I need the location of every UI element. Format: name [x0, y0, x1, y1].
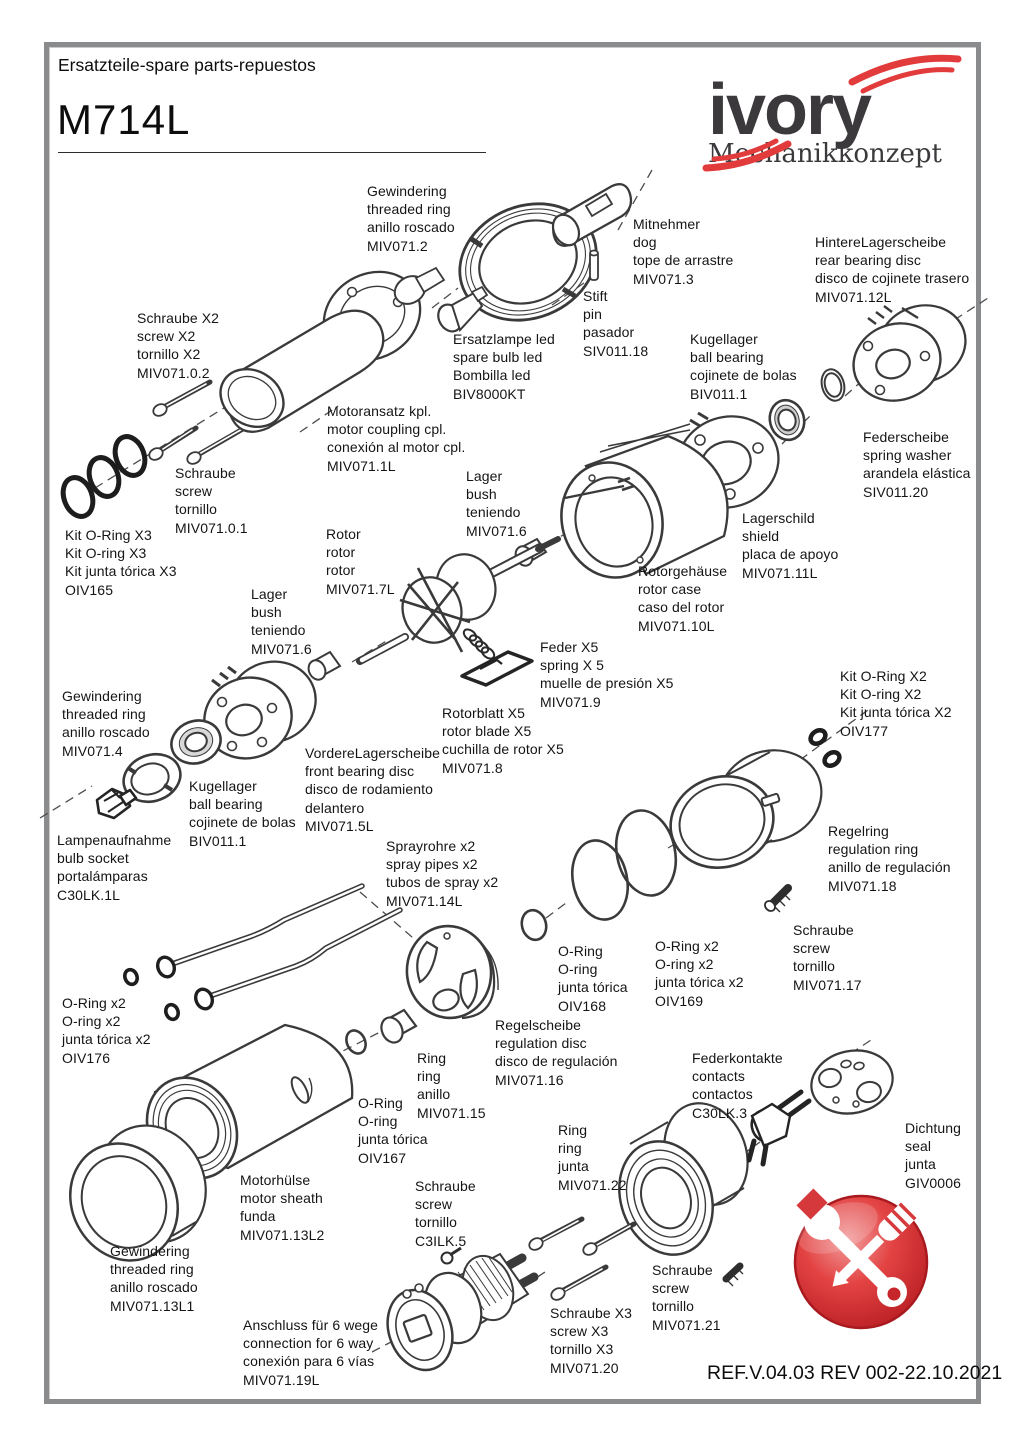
part-label-OIV169: O-Ring x2 O-ring x2 junta tórica x2 OIV169: [655, 938, 744, 1009]
part-label-MIV071.0.2: Schraube X2 screw X2 tornillo X2 MIV071.0.2: [137, 310, 220, 381]
part-label-MIV071.19L: Anschluss für 6 wege connection for 6 way conexión para 6 vías MIV071.19L: [243, 1317, 379, 1388]
spray-pipes-drawing: [155, 886, 400, 1011]
sheet-subtitle: Ersatzteile-spare parts-repuestos: [58, 55, 316, 75]
oring-167-drawing: [343, 1027, 369, 1056]
part-label-MIV071.11L: Lagerschild shield placa de apoyo MIV071.11L: [742, 510, 839, 581]
part-label-MIV071.10L: Rotorgehäuse rotor case caso del rotor MIV071.10L: [638, 563, 728, 634]
part-label-SIV011.20: Federscheibe spring washer arandela elástica SIV011.20: [863, 429, 971, 500]
regulation-disc-drawing: [401, 921, 498, 1024]
part-label-MIV071.6-a: Lager bush teniendo MIV071.6: [466, 468, 527, 539]
rear-bearing-disc-drawing: [843, 294, 975, 411]
regulation-ring-drawing: [659, 737, 834, 881]
orings-middle-drawing: [519, 805, 684, 943]
part-label-MIV071.13L2: Motorhülse motor sheath funda MIV071.13L2: [240, 1172, 325, 1243]
revision-reference: REF.V.04.03 REV 002-22.10.2021: [707, 1362, 1003, 1384]
model-title: M714L: [57, 96, 191, 143]
part-label-OIV176: O-Ring x2 O-ring x2 junta tórica x2 OIV176: [62, 995, 151, 1066]
screw-17-drawing: [763, 888, 790, 913]
seal-drawing: [805, 1043, 898, 1121]
part-label-C30LK.1L: Lampenaufnahme bulb socket portalámparas C30LK.1L: [57, 832, 172, 903]
spring-washer-drawing: [818, 367, 848, 404]
part-label-C3ILK.5: Schraube screw tornillo C3ILK.5: [415, 1178, 476, 1249]
spare-bulb-drawing: [434, 287, 487, 336]
part-label-BIV8000KT: Ersatzlampe led spare bulb led Bombilla led BIV8000KT: [453, 331, 555, 402]
part-label-MIV071.5L: VordereLagerscheibe front bearing disc disco de rodamiento delantero MIV071.5L: [305, 745, 440, 834]
part-label-MIV071.15: Ring ring anillo MIV071.15: [417, 1050, 486, 1121]
spring-x5-drawing: [462, 627, 497, 661]
part-label-OIV168: O-Ring O-ring junta tórica OIV168: [558, 943, 628, 1014]
part-label-MIV071.8: Rotorblatt X5 rotor blade X5 cuchilla de rotor X5 MIV071.8: [442, 705, 564, 776]
part-label-MIV071.18: Regelring regulation ring anillo de regulación MIV071.18: [828, 823, 951, 894]
part-label-MIV071.2: Gewindering threaded ring anillo roscado MIV071.2: [367, 183, 455, 254]
screw-21-drawing: [726, 1266, 743, 1286]
part-label-BIV011.1-top: Kugellager ball bearing cojinete de bolas BIV011.1: [690, 331, 797, 402]
oring-kit-x3-drawing: [58, 432, 150, 520]
part-label-MIV071.7L: Rotor rotor rotor MIV071.7L: [326, 526, 395, 597]
part-label-GIV0006: Dichtung seal junta GIV0006: [905, 1120, 962, 1191]
part-label-MIV071.0.1: Schraube screw tornillo MIV071.0.1: [175, 465, 248, 536]
bulb-socket-drawing: [97, 789, 136, 818]
part-label-OIV167: O-Ring O-ring junta tórica OIV167: [358, 1095, 428, 1166]
part-label-MIV071.16: Regelscheibe regulation disc disco de regulación MIV071.16: [495, 1017, 618, 1088]
part-label-MIV071.14L: Sprayrohre x2 spray pipes x2 tubos de spray x2 MIV071.14L: [386, 838, 499, 909]
service-tools-badge: [791, 1188, 927, 1328]
rotor-blade-drawing: [462, 652, 532, 685]
logo-subtitle-text: Mechanikkonzept: [708, 139, 942, 169]
screw-c3ilk5-drawing: [442, 1248, 462, 1264]
part-label-MIV071.13L1: Gewindering threaded ring anillo roscado MIV071.13L1: [110, 1243, 198, 1314]
part-label-MIV071.21: Schraube screw tornillo MIV071.21: [652, 1262, 721, 1333]
part-label-MIV071.1L: Motoransatz kpl. motor coupling cpl. conexión al motor cpl. MIV071.1L: [327, 403, 466, 474]
pin-drawing: [590, 251, 598, 281]
screw-single-drawing: [185, 426, 248, 466]
part-label-OIV177: Kit O-Ring X2 Kit O-ring X2 Kit junta tórica X2 OIV177: [840, 668, 952, 739]
part-label-MIV071.3: Mitnehmer dog tope de arrastre MIV071.3: [633, 216, 734, 287]
part-label-BIV011.1-bot: Kugellager ball bearing cojinete de bolas BIV011.1: [189, 778, 296, 849]
part-label-MIV071.22: Ring ring junta MIV071.22: [558, 1122, 627, 1193]
screws-x3-drawing: [527, 1219, 634, 1302]
part-label-MIV071.17: Schraube screw tornillo MIV071.17: [793, 922, 862, 993]
part-label-MIV071.20: Schraube X3 screw X3 tornillo X3 MIV071.20: [550, 1305, 633, 1376]
part-label-SIV011.18: Stift pin pasador SIV011.18: [583, 288, 649, 359]
ring-15-drawing: [377, 1010, 416, 1046]
part-label-MIV071.12L: HintereLagerscheibe rear bearing disc disco de cojinete trasero MIV071.12L: [815, 234, 970, 305]
logo-brand-text: ivory: [708, 70, 871, 150]
dog-drawing: [548, 184, 631, 250]
part-label-OIV165: Kit O-Ring X3 Kit O-ring X3 Kit junta tórica X3 OIV165: [65, 527, 177, 598]
part-label-MIV071.9: Feder X5 spring X 5 muelle de presión X5 MIV071.9: [540, 639, 674, 710]
six-way-connection-drawing: [377, 1249, 534, 1379]
part-label-C30LK.3: Federkontakte contacts contactos C30LK.3: [692, 1050, 783, 1121]
part-label-MIV071.6-b: Lager bush teniendo MIV071.6: [251, 586, 312, 657]
part-label-MIV071.4: Gewindering threaded ring anillo roscado MIV071.4: [62, 688, 150, 759]
